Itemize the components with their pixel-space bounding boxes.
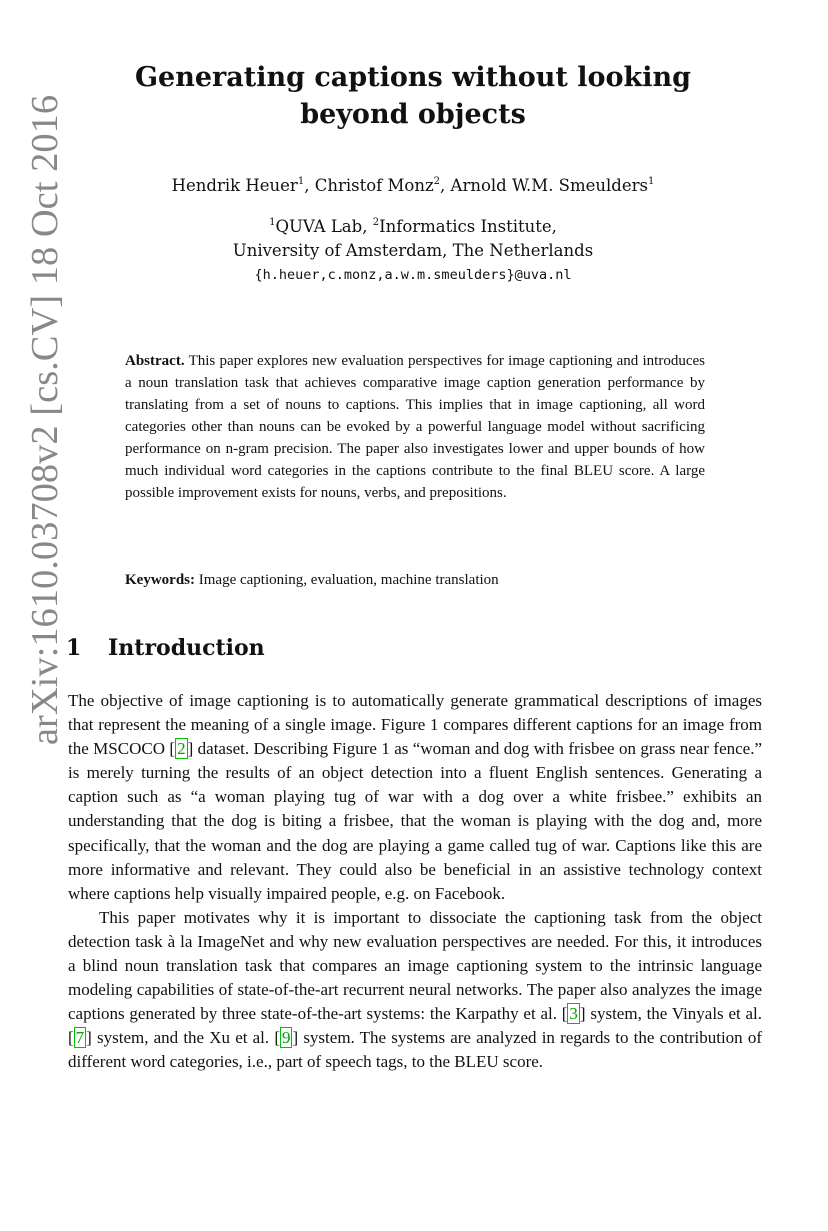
- paragraph-text: system. The systems are analyzed in regards to the contribution of different word categories, i.e., part of speech tags, to the BLEU score.: [68, 1028, 762, 1072]
- paragraph: [68, 689, 762, 906]
- author-name: Arnold W.M. Smeulders: [450, 176, 648, 195]
- author-emails: {h.heuer,c.monz,a.w.m.smeulders}@uva.nl: [254, 267, 572, 283]
- citation-number[interactable]: 7: [75, 1028, 85, 1048]
- affiliation-mark: 1: [269, 217, 276, 228]
- paragraph-text: This paper motivates why it is important to dissociate the captioning task from the object detection task à la ImageNet and why new evaluation perspectives are needed. For this, it introduces a blind noun translation task that compares an image captioning system to the intrinsic language modeling capabilities of state-of-the-art recurrent neural networks. The paper also analyzes the image captions generated by three state-of-the-art systems: the Karpathy et al.: [68, 907, 762, 1024]
- institutions-line: [120, 215, 706, 239]
- citation-link[interactable]: [ 7 ]: [68, 1028, 92, 1048]
- citation-link[interactable]: [ 2 ]: [169, 739, 194, 759]
- arxiv-sidebar: [6, 65, 84, 775]
- affiliation-mark: 2: [372, 217, 380, 228]
- keywords: [125, 569, 705, 591]
- body-text: [68, 689, 762, 1075]
- paragraph: [68, 906, 762, 1075]
- abstract-text: This paper explores new evaluation perspectives for image captioning and introduces a noun translation task that achieves comparative image caption generation performance by translating from a set of nouns to captions. This implies that in image captioning, all word categories other than nouns can be evoked by a powerful language model without sacrificing performance on n-gram precision. The paper also investigates lower and upper bounds of how much individual word categories in the captions contribute to the final BLEU score. A large possible improvement exists for nouns, verbs, and prepositions.: [125, 353, 705, 501]
- section-heading: [66, 633, 265, 663]
- university-line: University of Amsterdam, The Netherlands: [232, 241, 594, 260]
- citation-number[interactable]: 9: [281, 1028, 291, 1048]
- citation-number[interactable]: 3: [569, 1004, 578, 1024]
- keywords-text: Image captioning, evaluation, machine translation: [198, 572, 499, 588]
- author-name: Christof Monz: [314, 176, 434, 195]
- citation-number[interactable]: 2: [177, 739, 186, 759]
- paragraph-text: The objective of image captioning is to automatically generate grammatical descriptions of images that represent the meaning of a single image. Figure 1 compares different captions for an image from the MSCOCO: [68, 691, 762, 759]
- citation-link[interactable]: [ 3 ]: [561, 1004, 586, 1024]
- keywords-label: Keywords:: [125, 572, 195, 588]
- author-affiliation-mark: 1: [647, 176, 655, 187]
- paragraph-text: system, the Vinyals et al.: [585, 1004, 762, 1024]
- author-affiliation-mark: 2: [433, 176, 441, 187]
- paragraph-text: dataset. Describing Figure 1 as “woman and dog with frisbee on grass near fence.” is merely turning the results of an object detection into a fluent English sentences. Generating a caption such as “a woman playing tug of war with a dog over a white frisbee.” exhibits an understanding that the dog is biting a frisbee, that the woman is playing with the dog and, more specifically, that the woman and the dog are playing a game called tug of war. Captions like this are more informative and relevant. They could also be beneficial in an assistive technology context where captions help visually impaired people, e.g. on Facebook.: [68, 739, 762, 903]
- abstract-label: Abstract.: [125, 353, 185, 369]
- arxiv-identifier: arXiv:1610.03708v2 [cs.CV] 18 Oct 2016: [24, 94, 66, 746]
- author-affiliation-mark: 1: [297, 176, 305, 187]
- section-title: Introduction: [108, 635, 265, 661]
- citation-link[interactable]: [ 9 ]: [274, 1028, 299, 1048]
- affiliations: [120, 215, 706, 287]
- paper-title: Generating captions without looking beyond objects: [134, 62, 692, 130]
- author-name: Hendrik Heuer: [171, 176, 298, 195]
- author-list: Hendrik Heuer$^1$, Christof Monz$^2$, Arnold W.M. Smeulders$^1$: [171, 176, 655, 195]
- abstract: [125, 350, 705, 504]
- institution-quva: QUVA Lab,: [275, 217, 373, 236]
- section-number: 1: [66, 635, 82, 661]
- paragraph-text: system, and the Xu et al.: [91, 1028, 275, 1048]
- institution-informatics: Informatics Institute,: [379, 217, 557, 236]
